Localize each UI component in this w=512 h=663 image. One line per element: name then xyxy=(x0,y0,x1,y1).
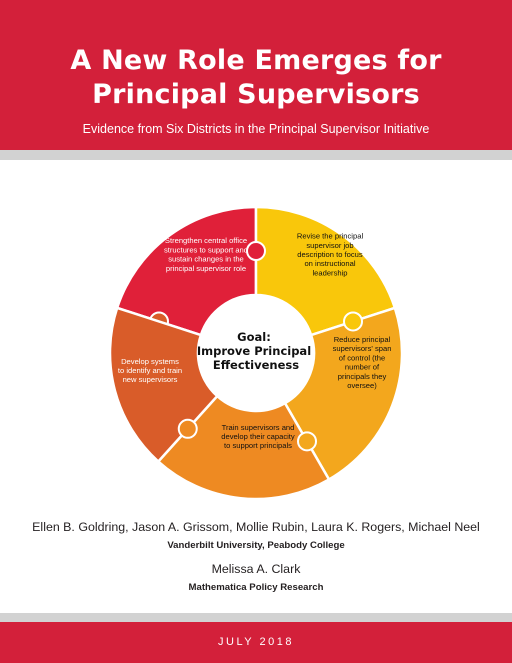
wheel-segment-label-line: Revise the principal xyxy=(296,231,364,241)
wheel-segment-label-line: Develop systems xyxy=(121,356,179,366)
puzzle-tab-2 xyxy=(247,242,265,260)
bottom-divider xyxy=(0,613,512,622)
top-divider xyxy=(0,150,512,160)
wheel-segment-label-1 xyxy=(164,236,248,273)
wheel-segment-label-line: supervisor job xyxy=(306,240,354,250)
puzzle-tab-3 xyxy=(344,312,362,330)
report-date: JULY 2018 xyxy=(0,622,512,663)
goal-line-3: Effectiveness xyxy=(212,358,300,372)
report-subtitle: Evidence from Six Districts in the Principal Supervisor Initiative xyxy=(82,122,430,136)
title-line-2: Principal Supervisors xyxy=(92,79,420,110)
wheel-segment-label-line: principal supervisor role xyxy=(165,263,247,273)
second-author: Melissa A. Clark xyxy=(211,562,301,576)
wheel-segment-label-line: to support principals xyxy=(224,441,292,451)
report-title xyxy=(0,0,512,112)
puzzle-tab-4 xyxy=(298,432,316,450)
wheel-segment-label-line: on instructional xyxy=(304,259,356,269)
author-list: Ellen B. Goldring, Jason A. Grissom, Mollie Rubin, Laura K. Rogers, Michael Neel xyxy=(32,520,480,534)
wheel-segment-label-line: number of xyxy=(344,362,380,372)
wheel-segment-label-line: principals they xyxy=(337,371,387,381)
goal-line-2: Improve Principal xyxy=(196,344,312,358)
title-line-1: A New Role Emerges for xyxy=(70,45,442,76)
second-author-affiliation: Mathematica Policy Research xyxy=(188,582,324,593)
wheel-segment-label-5 xyxy=(118,357,182,384)
wheel-segment-label-line: Reduce principal xyxy=(333,335,391,344)
wheel-segment-label-line: supervisors' span xyxy=(332,344,392,354)
wheel-segment-label-line: of control (the xyxy=(338,353,386,363)
cover-header xyxy=(0,0,512,150)
wheel-segment-label-line: new supervisors xyxy=(122,375,178,385)
wheel-segment-label-4 xyxy=(221,423,295,450)
wheel-segment-label-line: Strengthen central office xyxy=(164,236,248,246)
wheel-segment-label-line: Train supervisors and xyxy=(221,422,295,432)
wheel-segment-label-line: leadership xyxy=(312,268,348,278)
wheel-segment-label-line: to identify and train xyxy=(117,366,183,375)
puzzle-tab-5 xyxy=(179,420,197,438)
wheel-segment-label-line: structures to support and xyxy=(164,245,248,255)
goal-line-1: Goal: xyxy=(237,330,271,344)
author-affiliation: Vanderbilt University, Peabody College xyxy=(167,540,345,551)
wheel-segment-label-line: sustain changes in the xyxy=(168,254,244,264)
wheel-segment-label-line: oversee) xyxy=(347,381,377,390)
wheel-segment-label-line: description to focus xyxy=(297,250,363,259)
initiative-wheel-diagram xyxy=(0,195,512,505)
wheel-segment-label-line: develop their capacity xyxy=(221,432,295,441)
